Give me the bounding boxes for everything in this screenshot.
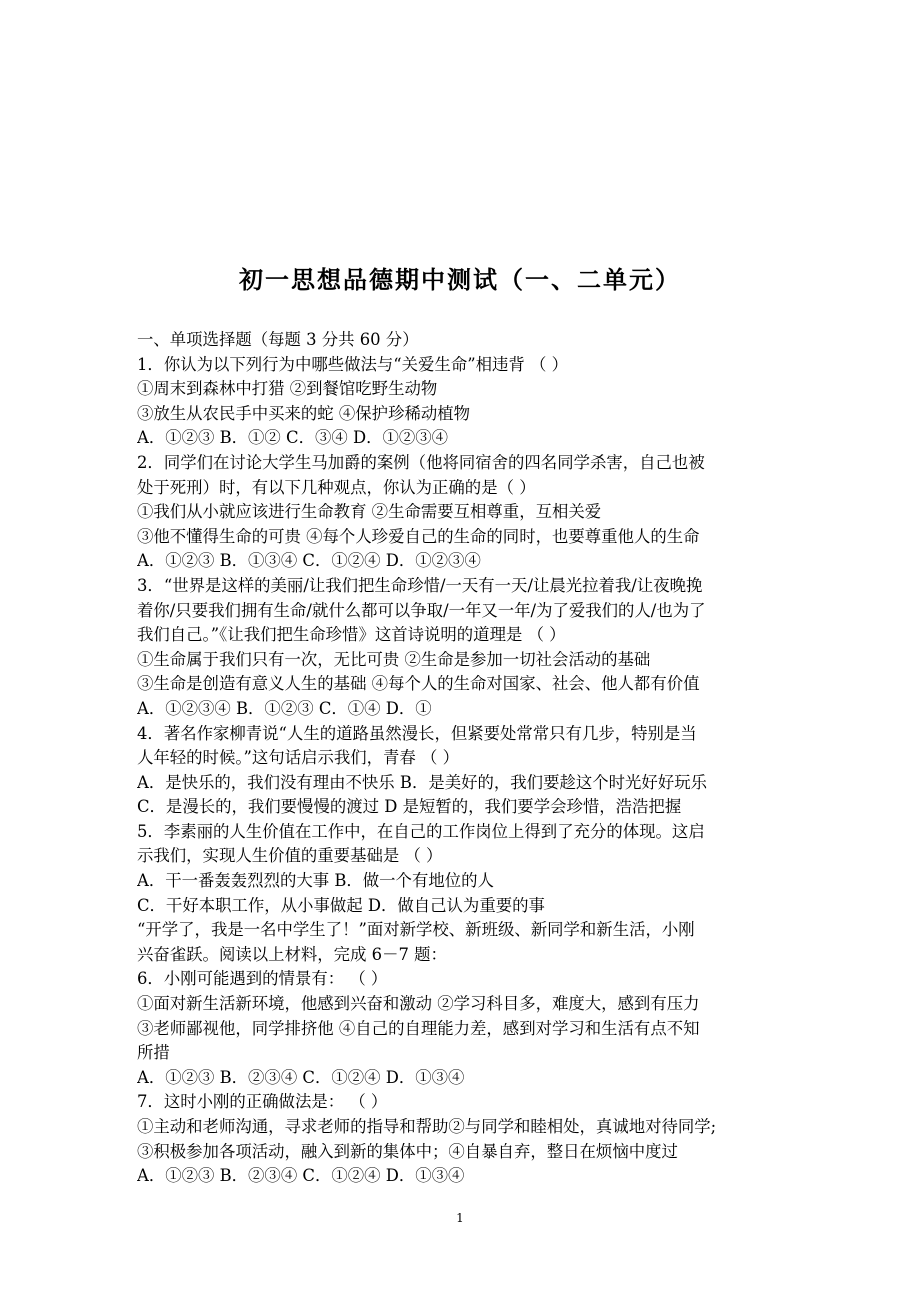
page-number: 1 [456, 1211, 464, 1225]
question-list [137, 328, 797, 1189]
text-line: 所措 [137, 1043, 170, 1063]
text-line: ③他不懂得生命的可贵 ④每个人珍爱自己的生命的同时，也要尊重他人的生命 [137, 526, 700, 546]
text-line: 4．著名作家柳青说“人生的道路虽然漫长，但紧要处常常只有几步，特别是当 [137, 723, 697, 743]
text-line: 兴奋雀跃。阅读以上材料，完成 6－7 题： [137, 944, 447, 964]
text-line: 我们自己。”《让我们把生命珍惜》这首诗说明的道理是 （ ） [137, 625, 566, 645]
text-line: ①主动和老师沟通，寻求老师的指导和帮助②与同学和睦相处，真诚地对待同学; [137, 1117, 717, 1136]
text-line: 2．同学们在讨论大学生马加爵的案例（他将同宿舍的四名同学杀害，自己也被 [137, 452, 705, 472]
text-line: 一、单项选择题（每题 3 分共 60 分） [137, 330, 419, 349]
text-line: ①生命属于我们只有一次，无比可贵 ②生命是参加一切社会活动的基础 [137, 649, 651, 669]
page-title: 初一思想品德期中测试（一、二单元） [239, 265, 681, 294]
text-line: A．干一番轰轰烈烈的大事 B．做一个有地位的人 [137, 871, 494, 891]
text-line: A．①②③ B．②③④ C．①②④ D．①③④ [137, 1067, 465, 1087]
text-line: A．是快乐的，我们没有理由不快乐 B．是美好的，我们要趁这个时光好好玩乐 [137, 772, 707, 792]
text-line: ③老师鄙视他，同学排挤他 ④自己的自理能力差，感到对学习和生活有点不知 [137, 1018, 700, 1038]
text-line: ①周末到森林中打猎 ②到餐馆吃野生动物 [137, 379, 438, 399]
text-line: 着你/只要我们拥有生命/就什么都可以争取/一年又一年/为了爱我们的人/也为了 [137, 600, 706, 620]
text-line: 处于死刑）时，有以下几种观点，你认为正确的是（ ） [137, 477, 536, 497]
text-line: C．是漫长的，我们要慢慢的渡过 D 是短暂的，我们要学会珍惜，浩浩把握 [137, 797, 682, 817]
text-line: ①面对新生活新环境，他感到兴奋和激动 ②学习科目多，难度大，感到有压力 [137, 994, 700, 1014]
text-line: A．①②③ B．①③④ C．①②④ D．①②③④ [137, 551, 481, 571]
text-line: A．①②③ B．①② C．③④ D．①②③④ [137, 428, 449, 448]
text-line: ③生命是创造有意义人生的基础 ④每个人的生命对国家、社会、他人都有价值 [137, 674, 700, 694]
text-line: 6．小刚可能遇到的情景有： （ ） [137, 969, 388, 989]
text-line: 1．你认为以下列行为中哪些做法与“关爱生命”相违背 （ ） [137, 354, 568, 374]
text-line: 5．李素丽的人生价值在工作中，在自己的工作岗位上得到了充分的体现。这启 [137, 821, 705, 841]
text-line: C．干好本职工作，从小事做起 D．做自己认为重要的事 [137, 895, 545, 915]
text-line: A．①②③ B．②③④ C．①②④ D．①③④ [137, 1166, 465, 1186]
text-line: ①我们从小就应该进行生命教育 ②生命需要互相尊重，互相关爱 [137, 502, 602, 522]
text-line: A．①②③④ B．①②③ C．①④ D．① [137, 698, 432, 718]
text-line: 示我们，实现人生价值的重要基础是 （ ） [137, 846, 443, 866]
text-line: 3．“世界是这样的美丽/让我们把生命珍惜/一天有一天/让晨光拉着我/让夜晚挽 [137, 575, 703, 595]
text-line: 7．这时小刚的正确做法是： （ ） [137, 1092, 388, 1112]
text-line: ③积极参加各项活动，融入到新的集体中；④自暴自弃，整日在烦恼中度过 [137, 1141, 678, 1161]
text-line: ③放生从农民手中买来的蛇 ④保护珍稀动植物 [137, 403, 471, 423]
text-line: 人年轻的时候。”这句话启示我们，青春 （ ） [137, 748, 460, 768]
text-line: “开学了，我是一名中学生了！”面对新学校、新班级、新同学和新生活，小刚 [137, 920, 695, 940]
